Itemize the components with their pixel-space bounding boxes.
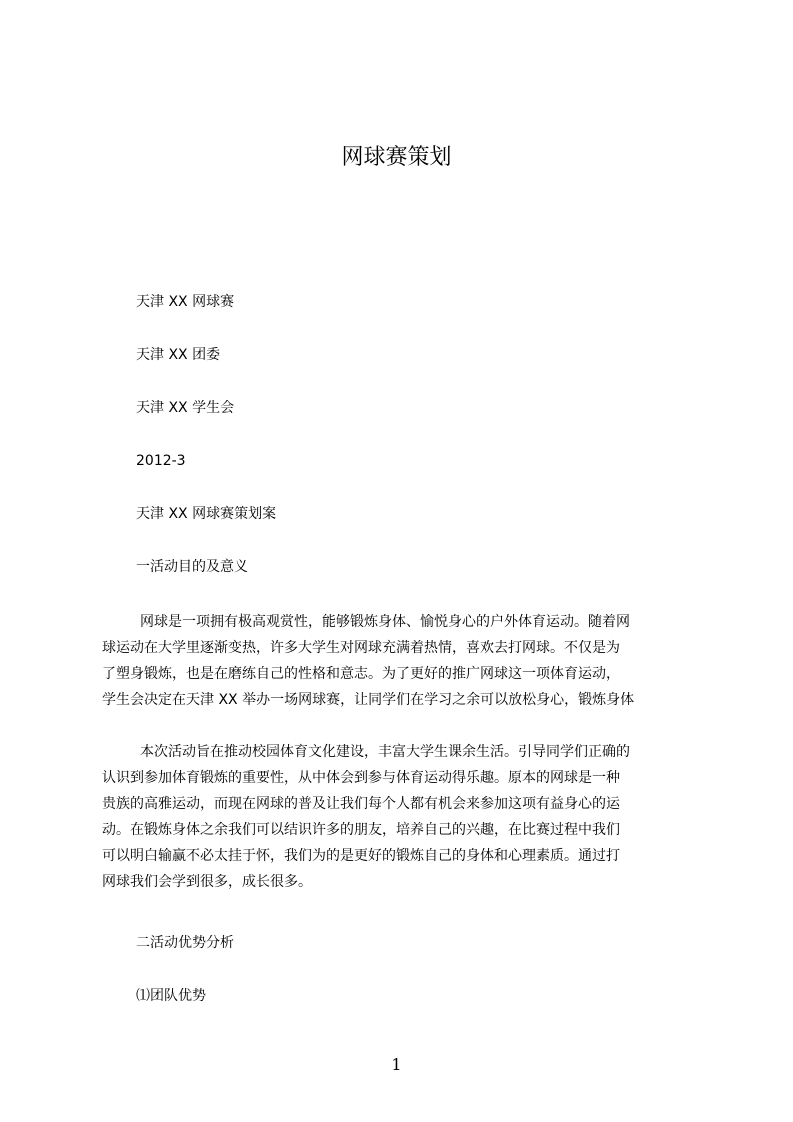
page-number: 1 <box>391 1055 402 1074</box>
document-title: 网球赛策划 <box>341 145 452 170</box>
paragraph-line: 可以明白输赢不必太挂于怀，我们为的是更好的锻炼自己的身体和心理素质。通过打 <box>102 848 620 864</box>
organizer-committee-line: 天津 XX 团委 <box>136 347 221 363</box>
paragraph-purpose-2 <box>102 739 700 895</box>
paragraph-purpose-1 <box>102 609 700 713</box>
event-name-line: 天津 XX 网球赛 <box>136 294 235 310</box>
paragraph-line: 贵族的高雅运动，而现在网球的普及让我们每个人都有机会来参加这项有益身心的运 <box>102 796 620 812</box>
section-heading-advantages: 二活动优势分析 <box>136 935 234 951</box>
paragraph-line: 网球我们会学到很多，成长很多。 <box>102 874 312 890</box>
plan-title-line: 天津 XX 网球赛策划案 <box>136 506 277 522</box>
organizer-student-union-line: 天津 XX 学生会 <box>136 400 235 416</box>
paragraph-line: 网球是一项拥有极高观赏性，能够锻炼身体、愉悦身心的户外体育运动。随着网 <box>140 614 630 630</box>
paragraph-line: 了塑身锻炼，也是在磨练自己的性格和意志。为了更好的推广网球这一项体育运动， <box>102 666 620 682</box>
date-line: 2012-3 <box>136 453 186 469</box>
paragraph-line: 学生会决定在天津 XX 举办一场网球赛，让同学们在学习之余可以放松身心，锻炼身体 <box>102 692 635 708</box>
paragraph-line: 认识到参加体育锻炼的重要性，从中体会到参与体育运动得乐趣。原本的网球是一种 <box>102 770 620 786</box>
paragraph-line: 动。在锻炼身体之余我们可以结识许多的朋友，培养自己的兴趣，在比赛过程中我们 <box>102 822 620 838</box>
section-heading-purpose: 一活动目的及意义 <box>136 559 248 575</box>
paragraph-line: 本次活动旨在推动校园体育文化建设，丰富大学生课余生活。引导同学们正确的 <box>140 744 630 760</box>
paragraph-line: 球运动在大学里逐渐变热，许多大学生对网球充满着热情，喜欢去打网球。不仅是为 <box>102 640 620 656</box>
subsection-heading-team: ⑴团队优势 <box>136 988 206 1004</box>
